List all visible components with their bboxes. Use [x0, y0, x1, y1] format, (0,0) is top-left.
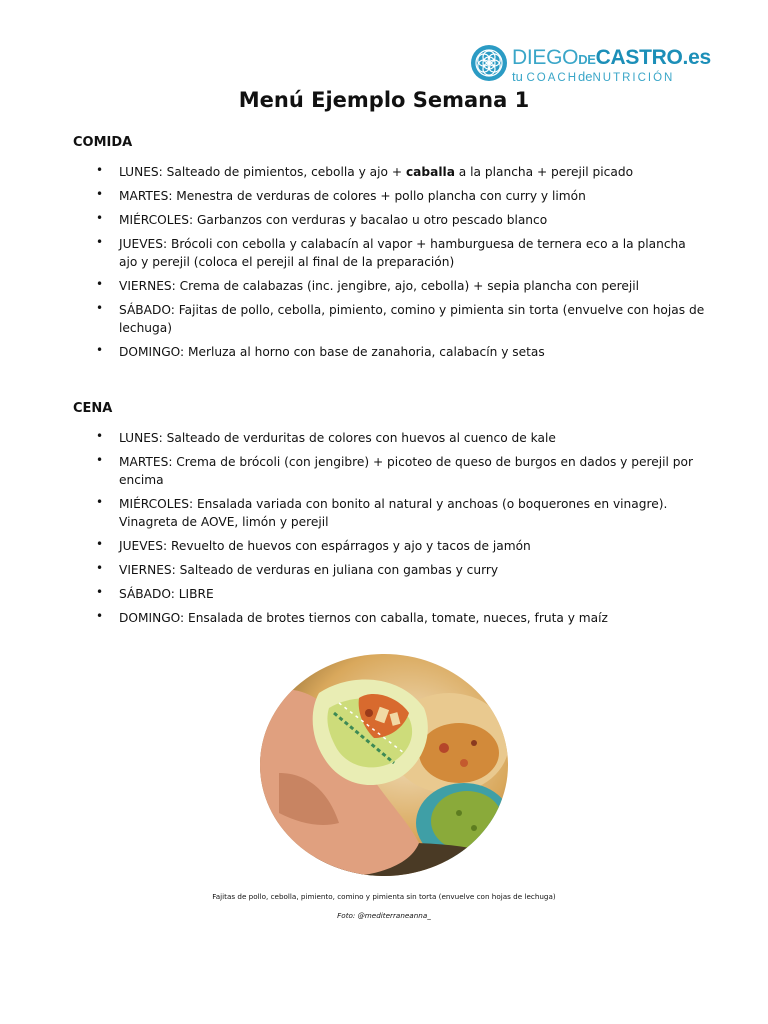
comida-item-domingo: • DOMINGO: Merluza al horno con base de zanahoria, calabacín y setas — [96, 343, 706, 361]
cena-item-miercoles: • MIÉRCOLES: Ensalada variada con bonito al natural y anchoas (o boquerones en vinagre). Vinagreta de AOVE, limón y perejil — [96, 495, 706, 531]
cena-item-sabado: • SÁBADO: LIBRE — [96, 585, 706, 603]
comida-heading: COMIDA — [73, 135, 133, 150]
brand-diego: DIEGO — [512, 46, 579, 69]
comida-lunes-pre: LUNES: Salteado de pimientos, cebolla y ajo + — [119, 165, 406, 179]
fajita-photo — [259, 653, 509, 877]
cena-item-viernes: • VIERNES: Salteado de verduras en juliana con gambas y curry — [96, 561, 706, 579]
cena-item-jueves: • JUEVES: Revuelto de huevos con espárragos y ajo y tacos de jamón — [96, 537, 706, 555]
cena-item-martes: • MARTES: Crema de brócoli (con jengibre) + picoteo de queso de burgos en dados y perejil por encima — [96, 453, 706, 489]
tagline-de: de — [578, 69, 593, 84]
comida-item-sabado: • SÁBADO: Fajitas de pollo, cebolla, pimiento, comino y pimienta sin torta (envuelve con hojas de lechuga) — [96, 301, 706, 337]
comida-item-viernes: • VIERNES: Crema de calabazas (inc. jengibre, ajo, cebolla) + sepia plancha con perejil — [96, 277, 706, 295]
page-title: Menú Ejemplo Semana 1 — [238, 88, 530, 112]
comida-lunes-bold: caballa — [405, 165, 455, 179]
cena-heading: CENA — [73, 401, 113, 416]
photo-caption: Fajitas de pollo, cebolla, pimiento, comino y pimienta sin torta (envuelve con hojas de lechuga) — [212, 892, 556, 901]
comida-item-jueves: • JUEVES: Brócoli con cebolla y calabacín al vapor + hamburguesa de ternera eco a la plancha ajo y perejil (coloca el perejil al final de la preparación) — [96, 235, 706, 271]
tagline-tu: tu — [512, 69, 527, 84]
brand-de: DE — [578, 52, 596, 67]
cena-item-lunes: • LUNES: Salteado de verduritas de colores con huevos al cuenco de kale — [96, 429, 706, 447]
tagline-nutricion: NUTRICIÓN — [592, 72, 675, 84]
photo-credit: Foto: @mediterraneanna_ — [337, 911, 431, 920]
comida-item-lunes — [96, 163, 706, 181]
tagline-coach: COACH — [526, 72, 578, 84]
brand-name — [512, 46, 711, 70]
comida-list — [96, 163, 706, 367]
brand-tagline — [512, 69, 674, 84]
brand-castro: CASTRO — [595, 46, 683, 69]
cena-list — [96, 429, 706, 633]
comida-item-miercoles: • MIÉRCOLES: Garbanzos con verduras y bacalao u otro pescado blanco — [96, 211, 706, 229]
cena-item-domingo: • DOMINGO: Ensalada de brotes tiernos con caballa, tomate, nueces, fruta y maíz — [96, 609, 706, 627]
brand-logo — [470, 42, 711, 86]
comida-lunes-post: a la plancha + perejil picado — [454, 165, 634, 179]
brand-domain: .es — [682, 46, 711, 69]
comida-item-martes: • MARTES: Menestra de verduras de colores + pollo plancha con curry y limón — [96, 187, 706, 205]
flower-of-life-logo-icon — [470, 44, 508, 82]
